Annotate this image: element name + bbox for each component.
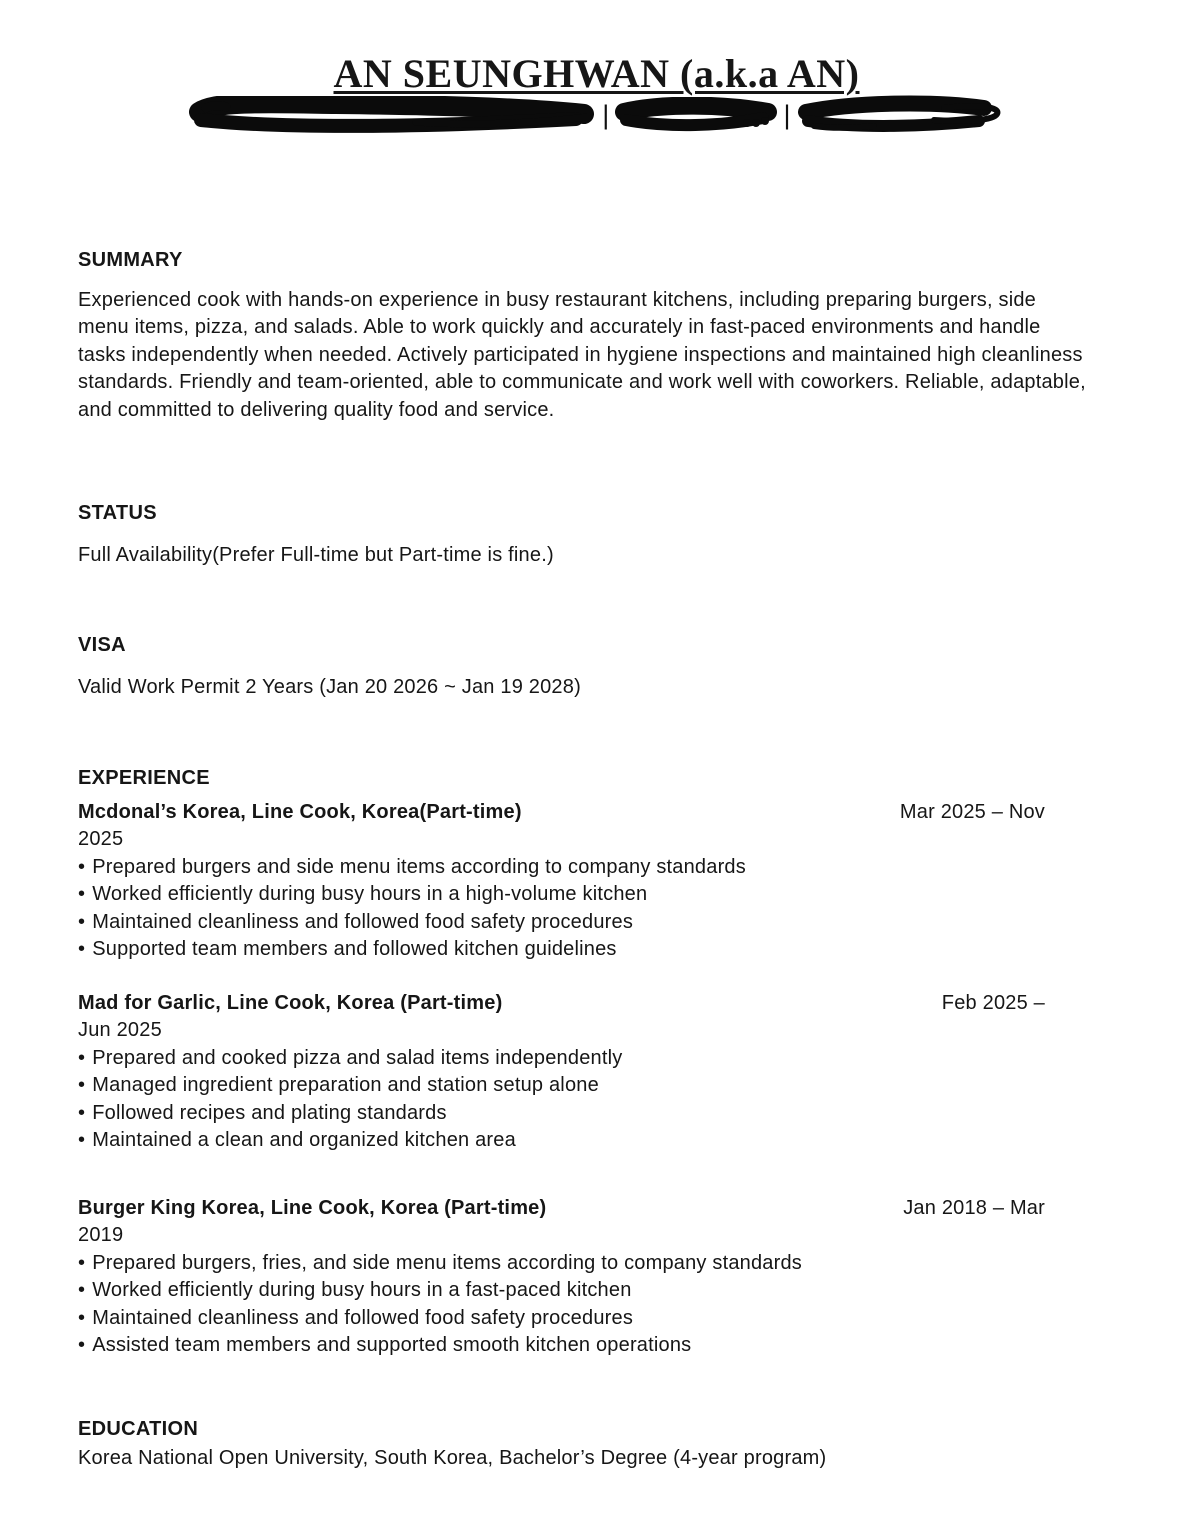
job-bullet: [78, 881, 1115, 909]
contact-separator: |: [783, 99, 791, 130]
visa-heading: VISA: [78, 634, 126, 656]
bullet-icon: •: [78, 1046, 86, 1069]
section-experience: [78, 765, 1115, 1360]
bullet-icon: •: [78, 1251, 86, 1274]
job-bullet: [78, 936, 1115, 964]
bullet-text: Prepared burgers and side menu items according to company standards: [92, 855, 746, 878]
bullet-icon: •: [78, 1101, 86, 1124]
redaction-scribble-icon: [794, 95, 1007, 137]
bullet-text: Maintained cleanliness and followed food safety procedures: [92, 1306, 634, 1329]
job-bullet: [78, 854, 1115, 882]
education-text: Korea National Open University, South Korea, Bachelor’s Degree (4-year program): [78, 1447, 827, 1469]
job-bullet: [78, 1305, 1115, 1333]
bullet-icon: •: [78, 910, 86, 933]
bullet-icon: •: [78, 855, 86, 878]
section-summary: [78, 247, 1115, 424]
bullet-text: Followed recipes and plating standards: [92, 1101, 447, 1124]
experience-heading: EXPERIENCE: [78, 767, 210, 789]
job-title: Burger King Korea, Line Cook, Korea (Part-time): [78, 1196, 547, 1219]
bullet-text: Managed ingredient preparation and station setup alone: [92, 1074, 599, 1096]
bullet-text: Worked efficiently during busy hours in a fast-paced kitchen: [92, 1279, 632, 1301]
redaction-scribble-icon: [186, 96, 599, 136]
bullet-text: Prepared burgers, fries, and side menu items according to company standards: [92, 1251, 803, 1274]
visa-text: Valid Work Permit 2 Years (Jan 20 2026 ~ Jan 19 2028): [78, 675, 581, 698]
experience-job: [78, 1195, 1115, 1360]
bullet-icon: •: [78, 1129, 86, 1151]
job-title: Mad for Garlic, Line Cook, Korea (Part-time): [78, 991, 503, 1014]
section-education: [78, 1416, 1115, 1473]
status-text: Full Availability(Prefer Full-time but Part-time is fine.): [78, 543, 554, 566]
bullet-text: Maintained cleanliness and followed food safety procedures: [92, 910, 634, 933]
experience-job: [78, 799, 1115, 964]
job-bullet: [78, 1332, 1115, 1360]
bullet-text: Worked efficiently during busy hours in a high-volume kitchen: [92, 883, 648, 905]
job-date-wrap: 2025: [78, 828, 124, 850]
education-heading: EDUCATION: [78, 1417, 199, 1440]
bullet-icon: •: [78, 1279, 86, 1301]
job-bullet: [78, 1072, 1115, 1100]
contact-line: [78, 95, 1115, 137]
job-date-wrap: Jun 2025: [78, 1019, 162, 1041]
bullet-text: Assisted team members and supported smooth kitchen operations: [92, 1334, 692, 1356]
section-status: [78, 500, 1115, 569]
job-date: Mar 2025 – Nov: [899, 800, 1045, 823]
job-bullet: [78, 1277, 1115, 1305]
job-title: Mcdonal’s Korea, Line Cook, Korea(Part-time): [78, 800, 522, 823]
page-title: AN SEUNGHWAN (a.k.a AN): [333, 51, 860, 96]
job-bullet: [78, 1127, 1115, 1155]
redaction-scribble-icon: [613, 97, 781, 135]
job-header: [78, 990, 1115, 1018]
contact-separator: |: [602, 99, 610, 130]
bullet-icon: •: [78, 1306, 86, 1329]
job-date: Feb 2025 –: [941, 991, 1045, 1014]
bullet-icon: •: [78, 938, 86, 960]
section-visa: [78, 632, 1115, 701]
bullet-text: Prepared and cooked pizza and salad items independently: [92, 1046, 623, 1069]
job-date-wrap: 2019: [78, 1224, 124, 1246]
bullet-icon: •: [78, 1074, 86, 1096]
status-heading: STATUS: [78, 502, 157, 524]
bullet-text: Maintained a clean and organized kitchen area: [92, 1129, 516, 1151]
summary-text: Experienced cook with hands-on experience in busy restaurant kitchens, including preparing burgers, side menu items, pizza, and salads. Able to work quickly and accurately in fast-paced environments and handle tasks independently when needed. Actively participated in hygiene inspections and maintained high cleanliness standards. Friendly and team-oriented, able to communicate and work well with coworkers. Reliable, adaptable, and committed to delivering quality food and service.: [78, 288, 1086, 421]
job-bullet: [78, 1045, 1115, 1073]
bullet-text: Supported team members and followed kitchen guidelines: [92, 938, 617, 960]
job-bullet: [78, 1250, 1115, 1278]
job-header: [78, 1195, 1115, 1223]
job-date: Jan 2018 – Mar: [903, 1196, 1045, 1219]
job-header: [78, 799, 1115, 827]
bullet-icon: •: [78, 883, 86, 905]
summary-heading: SUMMARY: [78, 249, 183, 271]
job-bullet: [78, 1100, 1115, 1128]
bullet-icon: •: [78, 1334, 86, 1356]
experience-job: [78, 990, 1115, 1155]
job-bullet: [78, 909, 1115, 937]
